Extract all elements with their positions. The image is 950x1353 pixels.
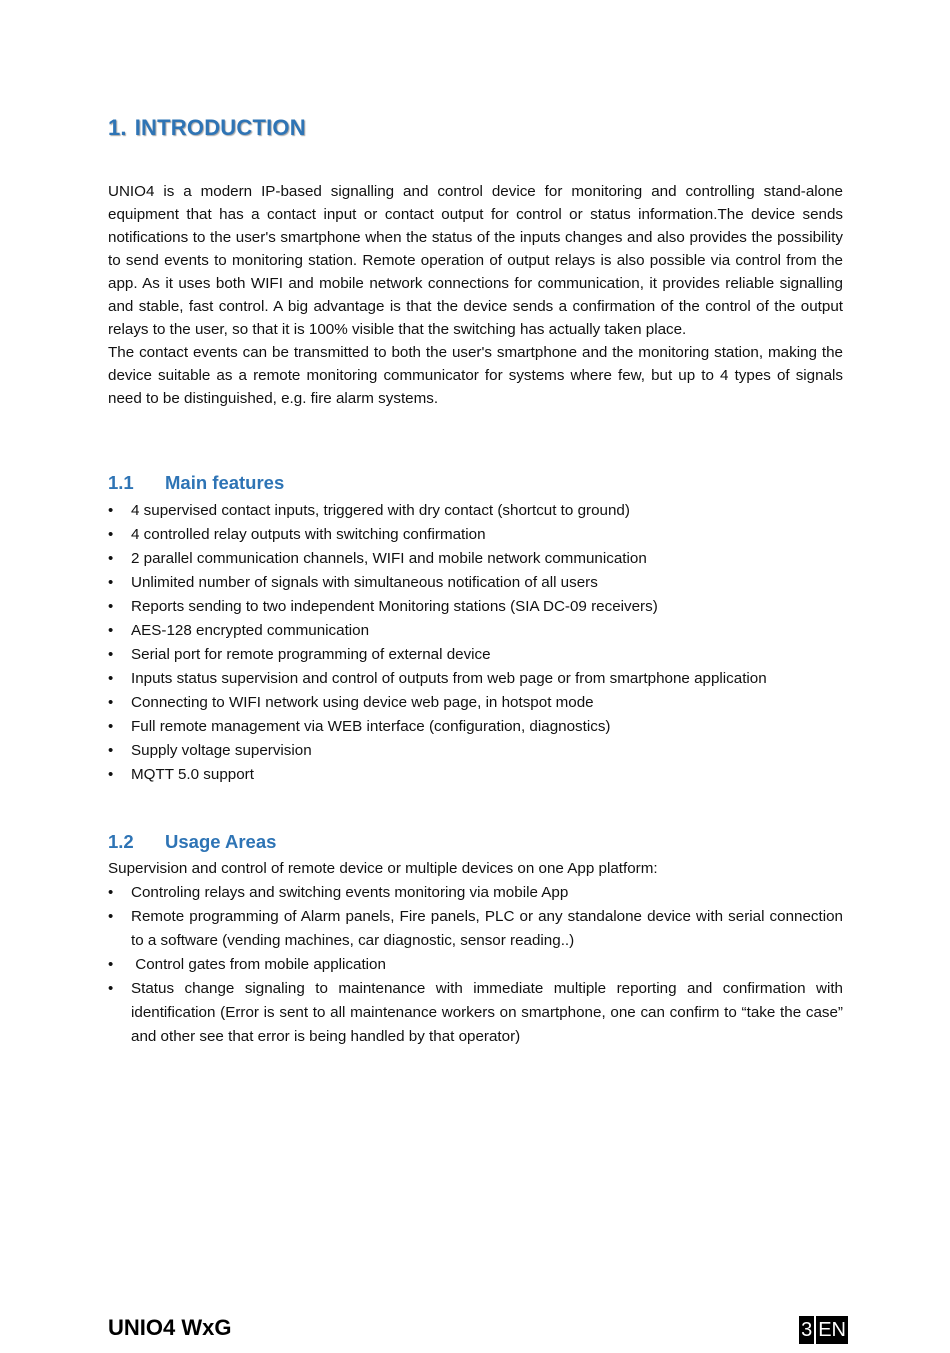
intro-paragraph-2: The contact events can be transmitted to both the user's smartphone and the monitoring station, making the device suitable as a remote monitoring communicator for systems where few, but up to 4 types of signals need to be distinguished, e.g. fire alarm systems.	[108, 344, 843, 407]
list-item: • Full remote management via WEB interface (configuration, diagnostics)	[108, 715, 843, 739]
list-item: • 4 controlled relay outputs with switching confirmation	[108, 523, 843, 547]
list-item: • Remote programming of Alarm panels, Fire panels, PLC or any standalone device with serial connection to a software (vending machines, car diagnostic, sensor reading..)	[108, 905, 843, 953]
list-item: • Status change signaling to maintenance with immediate multiple reporting and confirmation with identification (Error is sent to all maintenance workers on smartphone, one can confirm to “take the case” and other see that error is being handled by that operator)	[108, 977, 843, 1049]
list-item: • 2 parallel communication channels, WIFI and mobile network communication	[108, 547, 843, 571]
subheading-title: Usage Areas	[165, 831, 277, 852]
list-item: • Unlimited number of signals with simultaneous notification of all users	[108, 571, 843, 595]
subheading-main-features	[108, 472, 284, 494]
list-item: • Inputs status supervision and control of outputs from web page or from smartphone application	[108, 667, 843, 691]
subheading-title: Main features	[165, 472, 285, 493]
intro-text	[108, 180, 843, 410]
list-item: • Supply voltage supervision	[108, 739, 843, 763]
footer-product-name: UNIO4 WxG	[108, 1315, 232, 1340]
section-heading-introduction	[108, 115, 306, 141]
language-code: EN	[816, 1316, 848, 1344]
subheading-number: 1.1	[108, 472, 134, 493]
page-number-badge	[799, 1316, 848, 1344]
list-item: • Serial port for remote programming of external device	[108, 643, 843, 667]
list-item: • MQTT 5.0 support	[108, 763, 843, 787]
intro-paragraph-1: UNIO4 is a modern IP-based signalling and control device for monitoring and controlling stand-alone equipment that has a contact input or contact output for control or status information.The device sends notifications to the user's smartphone when the status of the inputs changes and also provides the possibility to send events to monitoring station. Remote operation of output relays is also possible via control from the app. As it uses both WIFI and mobile network connections for communication, it provides reliable signalling and stable, fast control. A big advantage is that the device sends a confirmation of the control of the output relays to the user, so that it is 100% visible that the switching has actually taken place.	[108, 183, 843, 338]
list-item: • Connecting to WIFI network using device web page, in hotspot mode	[108, 691, 843, 715]
list-item: • Controling relays and switching events monitoring via mobile App	[108, 881, 843, 905]
usage-areas-list	[108, 881, 843, 1049]
list-item: • AES-128 encrypted communication	[108, 619, 843, 643]
section-number: 1.	[108, 115, 127, 140]
usage-areas-intro: Supervision and control of remote device or multiple devices on one App platform:	[108, 860, 658, 877]
list-item: • 4 supervised contact inputs, triggered with dry contact (shortcut to ground)	[108, 499, 843, 523]
subheading-usage-areas	[108, 831, 276, 853]
subheading-number: 1.2	[108, 831, 134, 852]
section-title: INTRODUCTION	[134, 115, 306, 140]
main-features-list	[108, 499, 843, 787]
page-number: 3	[799, 1316, 814, 1344]
list-item: • Control gates from mobile application	[108, 953, 843, 977]
list-item: • Reports sending to two independent Monitoring stations (SIA DC-09 receivers)	[108, 595, 843, 619]
